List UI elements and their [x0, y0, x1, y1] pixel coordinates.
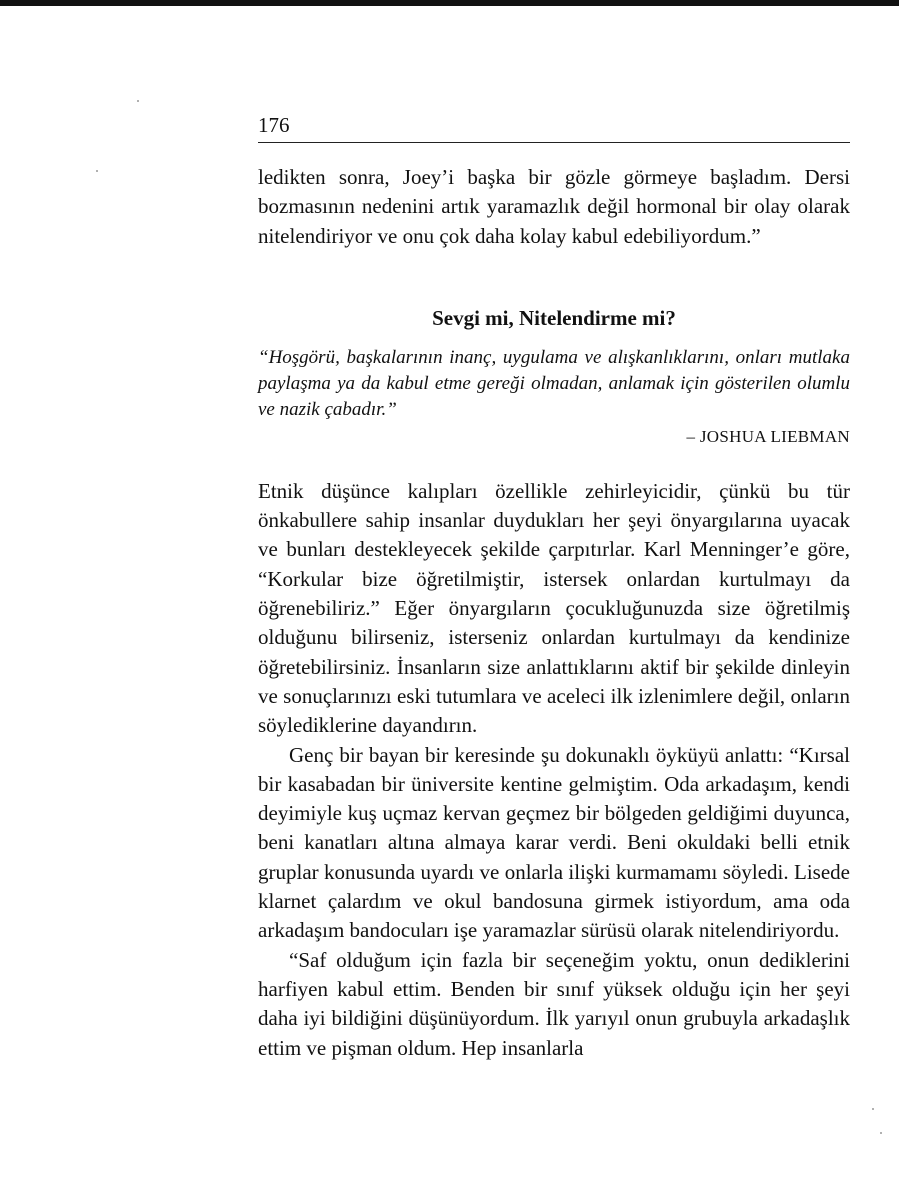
epigraph-attribution: – JOSHUA LIEBMAN — [686, 426, 850, 446]
scan-speck — [880, 1132, 882, 1134]
scan-speck — [872, 1108, 874, 1110]
body-paragraph-1: Etnik düşünce kalıpları özellikle zehirleyicidir, çünkü bu tür önkabullere sahip insanlar duydukları her şeyi önyargılarına uyacak ve bunları destekleyecek şekilde çarpıtırlar. Karl Menninger’e göre, “Korkular bize öğretilmiştir, istersek onlardan kurtulmayı da öğrenebiliriz.” Eğer önyargıların çocukluğunuzda size öğretilmiş olduğunu bilirseniz, isterseniz onlardan kurtulmayı da kendinize öğretebilirsiniz. İnsanların size anlattıklarını aktif bir şekilde dinleyin ve sonuçlarınızı eski tutumlara ve aceleci ilk izlenimlere değil, onların söylediklerine dayandırın. — [258, 478, 850, 738]
intro-paragraph: ledikten sonra, Joey’i başka bir gözle görmeye başladım. Dersi bozmasının nedenini artık yaramazlık değil hormonal bir olay olarak nitelendiriyor ve onu çok daha kolay kabul edebiliyordum.” — [258, 165, 850, 248]
book-page — [258, 112, 850, 1063]
body-paragraph-3: “Saf olduğum için fazla bir seçeneğim yoktu, onun dediklerini harfiyen kabul ettim. Benden bir sınıf yüksek olduğu için her şeyi daha iyi bildiğini düşünüyordum. İlk yarıyıl onun grubuyla arkadaşlık ettim ve pişman oldum. Hep insanlarla — [258, 947, 850, 1060]
section-title: Sevgi mi, Nitelendirme mi? — [432, 305, 676, 330]
scan-speck — [96, 170, 98, 172]
epigraph-quote: “Hoşgörü, başkalarının inanç, uygulama ve alışkanlıklarını, onları mutlaka paylaşma ya da kabul etme gereği olmadan, anlamak için gösterilen olumlu ve nazik çabadır.” — [258, 346, 850, 420]
body-paragraph-2: Genç bir bayan bir keresinde şu dokunaklı öyküyü anlattı: “Kırsal bir kasabadan bir üniversite kentine gelmiştim. Oda arkadaşım, kendi deyimiyle kuş uçmaz kervan geçmez bir bölgeden geldiğimi duyunca, beni kanatları altına almaya karar verdi. Beni okuldaki belli etnik gruplar konusunda uyardı ve onlarla ilişki kurmamamı söyledi. Lisede klarnet çalardım ve okul bandosuna girmek istiyordum, ama oda arkadaşım bandocuları işe yaramazlar sürüsü olarak nitelendiriyordu. — [258, 742, 850, 943]
scan-speck — [137, 100, 139, 102]
page-top-border — [0, 0, 899, 6]
body-text — [258, 477, 850, 1063]
page-number: 176 — [258, 112, 850, 143]
